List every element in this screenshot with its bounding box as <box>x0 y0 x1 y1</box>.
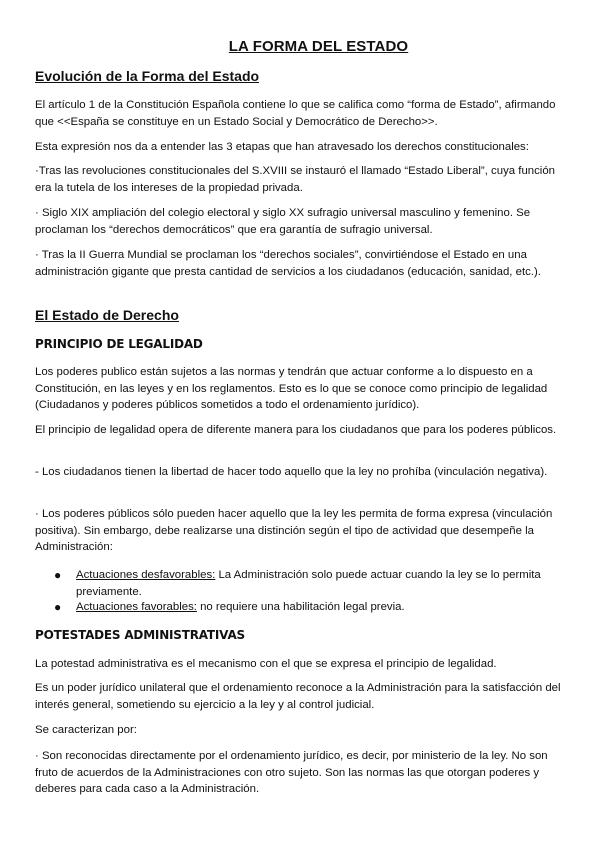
section-heading-evolucion: Evolución de la Forma del Estado <box>35 68 260 84</box>
bullet-text: La Administración solo puede actuar cuando la ley se lo permita previamente. <box>76 569 541 598</box>
document-title: LA FORMA DEL ESTADO <box>228 38 409 55</box>
subheading-principio-legalidad: PRINCIPIO DE LEGALIDAD <box>35 337 203 351</box>
subheading-potestades: POTESTADES ADMINISTRATIVAS <box>35 628 245 642</box>
paragraph: · Siglo XIX ampliación del colegio electoral y siglo XX sufragio universal masculino y femenino. Se proclaman los “derechos democráticos” que era garantía de sufragio universal. <box>35 207 531 236</box>
paragraph: Se caracterizan por: <box>35 724 137 736</box>
paragraph: · Son reconocidas directamente por el ordenamiento jurídico, es decir, por ministerio de la ley. No son fruto de acuerdos de la Administraciones con otro sujeto. Son las normas las que otorgan poderes y deberes para cada caso a la Administración. <box>35 750 548 795</box>
bullet-label: Actuaciones favorables: <box>76 601 197 613</box>
paragraph: - Los ciudadanos tienen la libertad de hacer todo aquello que la ley no prohíba (vinculación negativa). <box>35 466 548 478</box>
paragraph: El artículo 1 de la Constitución Española contiene lo que se califica como “forma de Estado”, afirmando que <<España se constituye en un Estado Social y Democrático de Derecho>>. <box>35 99 556 128</box>
list-item <box>54 599 566 616</box>
list-item <box>54 567 566 600</box>
paragraph: Los poderes publico están sujetos a las normas y tendrán que actuar conforme a lo dispuesto en a Constitución, en las leyes y en los reglamentos. Esto es lo que se conoce como principio de legalidad (Ciudadanos y poderes públicos sometidos a todo el ordenamiento jurídico). <box>35 366 548 411</box>
paragraph: Esta expresión nos da a entender las 3 etapas que han atravesado los derechos constitucionales: <box>35 141 529 153</box>
paragraph: El principio de legalidad opera de diferente manera para los ciudadanos que para los poderes públicos. <box>35 424 557 436</box>
paragraph: La potestad administrativa es el mecanismo con el que se expresa el principio de legalidad. <box>35 658 497 670</box>
bullet-icon: ● <box>54 600 62 614</box>
bullet-icon: ● <box>54 568 62 582</box>
paragraph: ·Tras las revoluciones constitucionales del S.XVIII se instauró el llamado “Estado Liberal”, cuya función era la tutela de los intereses de la propiedad privada. <box>35 165 556 194</box>
section-heading-estado-derecho: El Estado de Derecho <box>35 307 179 323</box>
paragraph: · Los poderes públicos sólo pueden hacer aquello que la ley les permita de forma expresa (vinculación positiva). Sin embargo, debe realizarse una distinción según el tipo de actividad que desempeñe la Administración: <box>35 508 553 553</box>
bullet-text: no requiere una habilitación legal previa. <box>196 601 405 613</box>
bullet-label: Actuaciones desfavorables: <box>76 569 216 581</box>
paragraph: · Tras la II Guerra Mundial se proclaman los “derechos sociales”, convirtiéndose el Estado en una administración gigante que presta cantidad de servicios a los ciudadanos (educación, sanidad, etc.). <box>35 249 541 278</box>
paragraph: Es un poder jurídico unilateral que el ordenamiento reconoce a la Administración para la satisfacción del interés general, sometiendo su ejercicio a la ley y al control judicial. <box>35 682 561 711</box>
